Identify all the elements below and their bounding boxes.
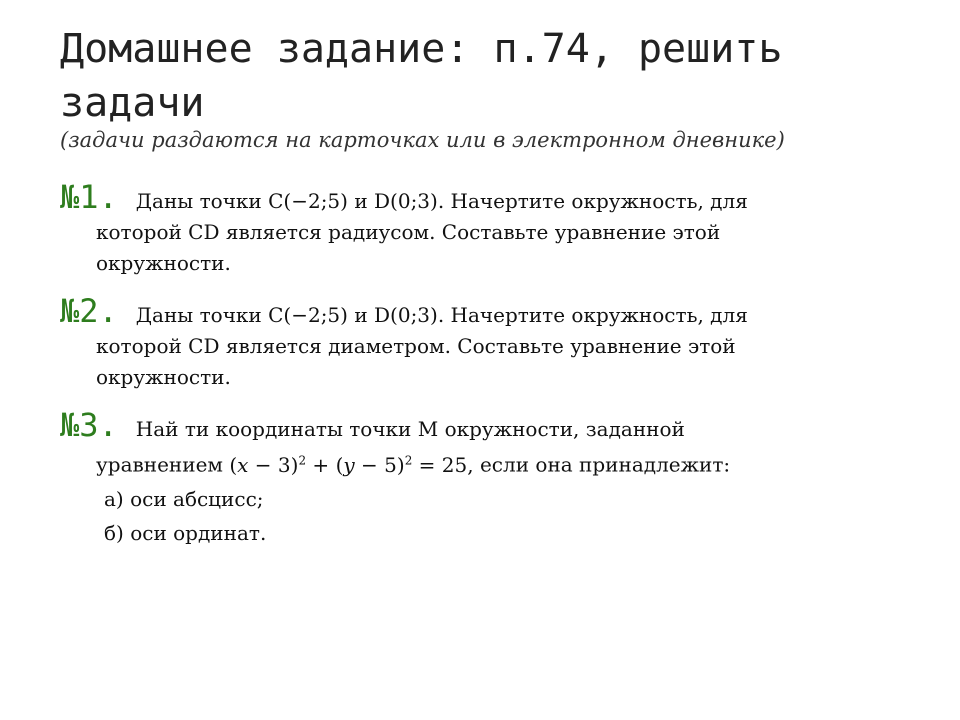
- eq-variable: y: [343, 452, 355, 477]
- task-equation-line: [60, 445, 920, 481]
- task-text: которой CD является диаметром. Составьте уравнение этой: [96, 334, 736, 358]
- option-b: б) оси ординат.: [104, 521, 267, 545]
- eq-part: = 25,: [412, 452, 474, 477]
- eq-variable: x: [237, 452, 249, 477]
- page-title: Домашнее задание: п.74, решить задачи: [60, 26, 783, 126]
- task-number: №3.: [60, 406, 118, 444]
- task-text: которой CD является радиусом. Составьте уравнение этой: [96, 220, 721, 244]
- page-subtitle: (задачи раздаются на карточках или в электронном дневнике): [60, 128, 785, 152]
- task-3: [60, 406, 920, 481]
- task-text: Най ти координаты точки M окружности, заданной: [135, 417, 685, 441]
- task-1: [60, 178, 920, 279]
- eq-exponent: 2: [404, 453, 413, 467]
- eq-part: − 5): [354, 452, 405, 477]
- task-text: если она принадлежит:: [479, 452, 731, 477]
- task-text: Даны точки C(−2;5) и D(0;3). Начертите окружность, для: [135, 189, 748, 213]
- eq-part: − 3): [248, 452, 299, 477]
- equation: [229, 453, 473, 477]
- task-number: №1.: [60, 178, 118, 216]
- task-2: [60, 292, 920, 393]
- option-a: а) оси абсцисс;: [104, 487, 264, 511]
- task-number: №2.: [60, 292, 118, 330]
- task-text: Даны точки C(−2;5) и D(0;3). Начертите окружность, для: [135, 303, 748, 327]
- eq-part: +: [306, 452, 336, 477]
- task-text: окружности.: [96, 251, 231, 275]
- eq-exponent: 2: [298, 453, 307, 467]
- eq-part: (: [229, 452, 238, 477]
- task-text: уравнением: [96, 452, 223, 477]
- eq-part: (: [335, 452, 344, 477]
- task-text: окружности.: [96, 365, 231, 389]
